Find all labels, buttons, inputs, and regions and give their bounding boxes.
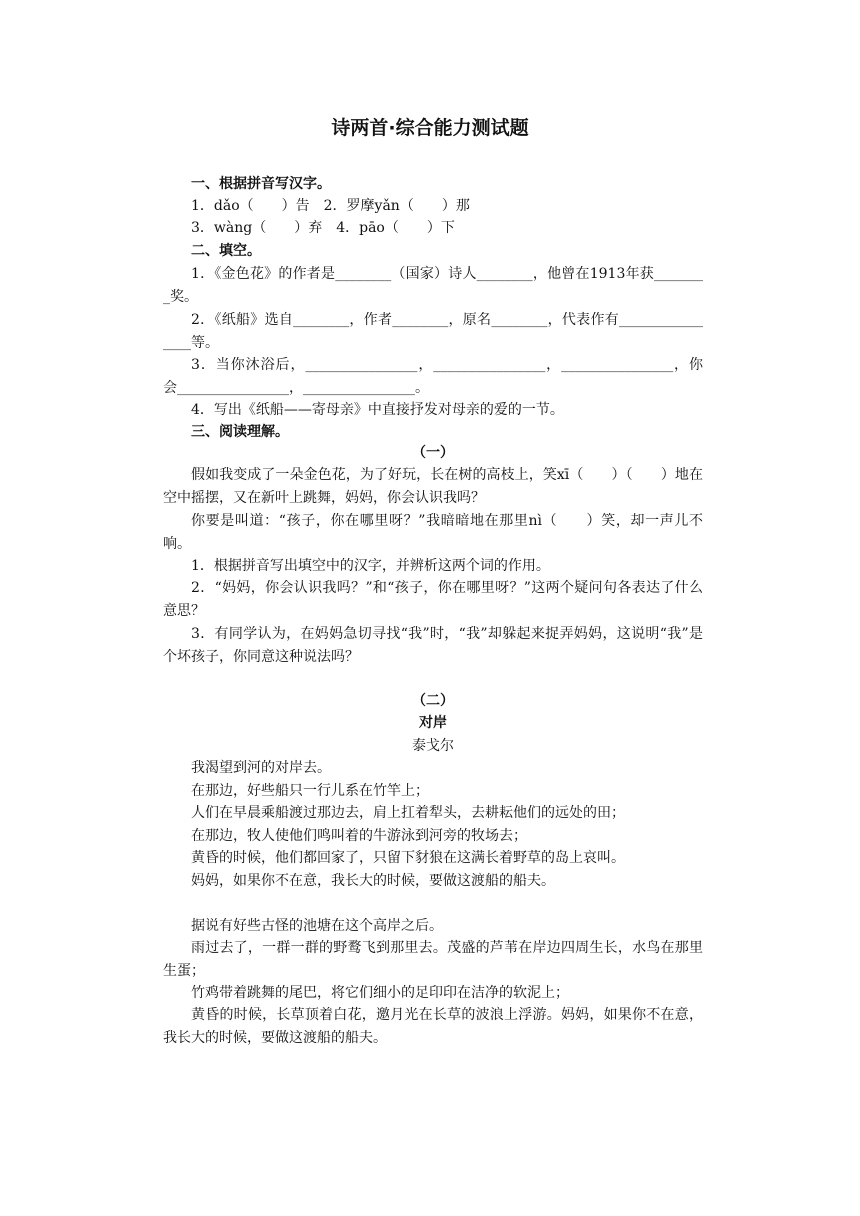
section2-q1: 1．《金色花》的作者是________（国家）诗人________，他曾在1913年获________奖。 (163, 266, 703, 305)
section1-line1: 1．dǎo（ ）告 2．罗摩yǎn（ ）那 (191, 198, 470, 214)
section1-line2: 3．wàng（ ）弃 4．pāo（ ）下 (191, 220, 455, 236)
poem-line: 在那边，牧人使他们鸣叫着的牛游泳到河旁的牧场去； (191, 828, 527, 844)
poem-stanza2-line2: 雨过去了，一群一群的野鹜飞到那里去。茂盛的芦苇在岸边四周生长，水鸟在那里生蛋； (163, 940, 703, 979)
poem-author: 泰戈尔 (412, 738, 454, 754)
section1-heading: 一、根据拼音写汉字。 (191, 176, 331, 192)
poem-line: 黄昏的时候，他们都回家了，只留下豺狼在这满长着野草的岛上哀叫。 (191, 850, 625, 866)
poem-line: 在那边，好些船只一行儿系在竹竿上； (191, 783, 429, 799)
poem-stanza2-line4: 黄昏的时候，长草顶着白花，邀月光在长草的波浪上浮游。妈妈，如果你不在意，我长大的时候，要做这渡船的船夫。 (163, 1007, 703, 1046)
poem-stanza2-line1: 据说有好些古怪的池塘在这个高岸之后。 (191, 918, 443, 934)
part1-question1: 1．根据拼音写出填空中的汉字，并辨析这两个词的作用。 (191, 558, 550, 574)
section3-heading: 三、阅读理解。 (191, 424, 289, 440)
part1-question2: 2．“妈妈，你会认识我吗？”和“孩子，你在哪里呀？”这两个疑问句各表达了什么意思？ (163, 580, 703, 619)
section2-q3: 3．当你沐浴后，________________，________________，________________，你会________________，________________。 (163, 357, 703, 396)
poem-line: 我渴望到河的对岸去。 (191, 760, 331, 776)
poem-title: 对岸 (419, 715, 447, 731)
section2-heading: 二、填空。 (191, 243, 261, 259)
part1-label: （一） (412, 445, 454, 461)
part1-paragraph1: 假如我变成了一朵金色花，为了好玩，长在树的高枝上，笑xī（ ）（ ）地在空中摇摆，又在新叶上跳舞，妈妈，你会认识我吗？ (163, 467, 703, 506)
section2-q4: 4．写出《纸船——寄母亲》中直接抒发对母亲的爱的一节。 (191, 402, 564, 418)
poem-stanza2-line3: 竹鸡带着跳舞的尾巴，将它们细小的足印印在洁净的软泥上； (191, 985, 569, 1001)
poem-line: 人们在早晨乘船渡过那边去，肩上扛着犁头，去耕耘他们的远处的田； (191, 805, 625, 821)
poem-line: 妈妈，如果你不在意，我长大的时候，要做这渡船的船夫。 (191, 873, 555, 889)
part1-question3: 3．有同学认为，在妈妈急切寻找“我”时，“我”却躲起来捉弄妈妈，这说明“我”是个坏孩子，你同意这种说法吗？ (163, 626, 703, 665)
part1-paragraph2: 你要是叫道：“孩子，你在哪里呀？”我暗暗地在那里nì（ ）笑，却一声儿不响。 (163, 513, 703, 552)
section2-q2: 2．《纸船》选自________，作者________，原名________，代表作有________________等。 (163, 312, 703, 351)
page-title: 诗两首·综合能力测试题 (331, 117, 529, 139)
part2-label: （二） (412, 693, 454, 709)
